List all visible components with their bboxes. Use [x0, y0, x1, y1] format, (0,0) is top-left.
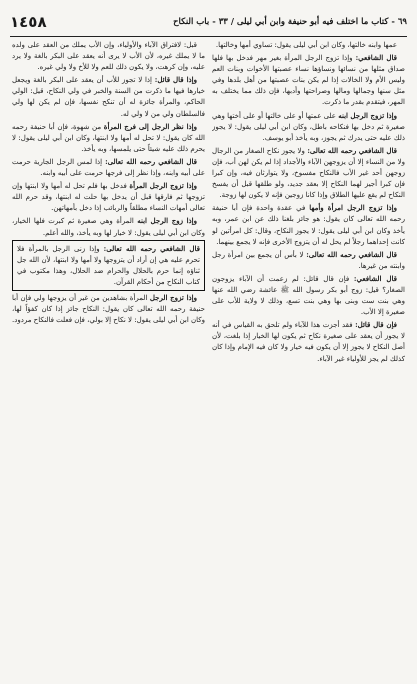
paragraph-lead: فإن قال قائل:: [355, 320, 397, 330]
paragraph-text: وإذا زنى الرجل بالمرأة فلا تحرم عليه هي إن أراد أن يتزوجها ولا أمها ولا ابنتها، لأن الله جل ثناؤه إنما حرم بالحلال والحرام ضد الحلال، وهذا مكتوب في كتاب النكاح من أحكام القرآن.: [17, 244, 200, 286]
paragraph: [212, 319, 405, 364]
paragraph-lead: قال الشافعي:: [355, 53, 397, 63]
boxed-paragraph: [12, 240, 205, 291]
left-column: [12, 40, 205, 676]
paragraph-lead: قال الشافعي رحمه الله تعالى:: [103, 243, 200, 253]
paragraph-text: فقد أجزت هذا للآباء ولم تلحق به القياس في أنه لا يجوز أن يعقد على صغيرة نكاح ثم يكون لها الخيار إذا بلغت، لأن أصل النكاح لا يجوز إلا أن يكون فيه خيار ولا كان فيه الإمام وإذا كان كذلك لم يجز للأولياء غير الآباء.: [212, 321, 405, 363]
paragraph-text: المرأة وهي صغيرة ثم كبرت فلها الخيار، وكان ابن أبي ليلى يقول: لا خيار لها وبه يأخذ، والله أعلم.: [12, 217, 205, 237]
paragraph: [212, 40, 405, 51]
paragraph-lead: وإذا نظر الرجل إلى فرج المرأة: [103, 121, 197, 131]
paragraph: [12, 215, 205, 238]
paragraph-text: لا بأس أن يجمع بين امرأة رجل وابنته من غيرها.: [212, 250, 405, 270]
paragraph-lead: قال الشافعي رحمه الله تعالى:: [306, 249, 397, 259]
paragraph: [12, 74, 205, 119]
paragraph: [12, 180, 205, 214]
paragraph-text: فإن قال قائل: لم زعمت أن الآباء يزوجون الصغار؟ قيل: زوج أبو بكر رسول الله ﷺ عائشة رضي الله عنها وهي بنت ست وبنى بها وهي بنت تسع، وذلك لا ولاية للأب على صغيرة إلا الأب.: [212, 274, 405, 317]
paragraph-lead: قال الشافعي:: [353, 273, 397, 283]
paragraph: [212, 249, 405, 272]
running-head: ٦٩ - كتاب ما اختلف فيه أبو حنيفة وابن أبي ليلى / ٣٣ - باب النكاح: [173, 17, 407, 27]
right-column: [212, 40, 405, 676]
paragraph-text: عمها وابنه خالتها، وكان ابن أبي ليلى يقول: تساوي أمها وخالتها.: [215, 41, 397, 49]
paragraph-text: ولا يجوز نكاح الصغار من الرجال ولا من النساء إلا أن يزوجهن الآباء والأجداد إذا لم يكن لهن أب، فإن زوجهن أحد غير الأب فالنكاح مفسوخ، ولا يتوارثان فيه، وإن كبرا فإن كبرا أجيز لهما النكاح إلا بعقد جديد، ولو طلقها قبل أن يفسخ النكاح لم يقع عليها الطلاق وإذا كانا زوجين فإنه لا يكون لها زوجة.: [212, 146, 405, 200]
paragraph-lead: وإذا تزوج الرجل امرأة وأمها: [309, 203, 397, 213]
paragraph-text: إذا لمس الرجل الجارية حرمت على أبيه وابنه، وإذا نظر إلى فرجها حرمت على أبيه وابنه.: [12, 157, 205, 178]
text-columns: [12, 40, 405, 676]
paragraph: [12, 156, 205, 179]
paragraph-lead: وإذا قال قائل:: [154, 75, 197, 85]
paragraph-text: قبل: لافتراق الآباء والأولياء، وإن الأب يملك من العقد على ولده ما لا يملك غيره، لأن الأب لا يرى أنه يعقد على البكر بالغة ولا يرد عليه، وإن كرهت، ولا يكون ذلك للعم ولا للأخ ولا ولي غيره.: [12, 41, 205, 72]
paragraph-lead: وإذا زوج الرجل ابنه: [137, 216, 197, 226]
paragraph-text: على عمتها أو على خالتها أو على أختها وهي صغيرة ثم دخل بها فنكاحه باطل، وكان ابن أبي ليلى يقول: لا يجوز ذلك عليه حتى يدرك ثم يجوز، وبه يأخذ أبو يوسف.: [212, 111, 405, 142]
paragraph-text: إذا لا تجوز للأب أن يعقد على البكر بالغة ويجعل خيارها فيها ما ذكرت من السنة والخبر في ولي النكاح، قيل: الولي الحاكم، والمرأة جائزة له أن تنكح نفسها، فإن لم يكن لها ولي فالسلطان ولي من لا ولي له.: [12, 76, 205, 118]
paragraph-text: فدخل بها فلم تحل له أمها ولا ابنتها وإن تزوجها ثم فارقها قبل أن يدخل بها حلت له ابنتها، وقد حرم الله تعالى أمهات النساء مطلقاً والربائب إذا دخل بأمهاتهن.: [12, 182, 205, 213]
paragraph-lead: وإذا تزوج الرجل المرأة: [129, 181, 198, 191]
paragraph: [212, 145, 405, 201]
paragraph-text: وإذا تزوج الرجل المرأة بغير مهر فدخل بها فلها صداق مثلها من نسائها ونساؤها نساء عصبتها الأخوات وبنات العم وليس الأم ولا الخالات إذا لم يكن بنات عصبتها من أهل بلدها وفي مثل سنها وجمالها ومالها وصراحتها وأدبها، فإن ذلك مما يختلف به المهر، فيتقدم بقدر ما ذكرت.: [212, 54, 405, 107]
paragraph-lead: قال الشافعي رحمه الله تعالى:: [307, 145, 397, 155]
paragraph-text: في عقدة واحدة فإن أبا حنيفة رحمه الله تعالى كان يقول: هو جائز بلغنا ذلك عن ابن عمر، وبه يأخذ وكان ابن أبي ليلى يقول: لا يجوز النكاح، وقال: كل امرأتين لو كانت إحداهما رجلاً لم يحل له أن يتزوج الأخرى فإنه لا يجمع بينهما.: [212, 204, 405, 246]
paragraph-lead: قال الشافعي رحمه الله تعالى:: [105, 156, 198, 166]
paragraph: [12, 40, 205, 73]
page-number: ١٤٥٨: [10, 13, 47, 31]
paragraph: [212, 110, 405, 144]
paragraph: [212, 202, 405, 247]
paragraph: [12, 121, 205, 155]
paragraph: [12, 292, 205, 326]
paragraph-lead: وإذا تزوج الرجل ابنه: [338, 110, 397, 120]
paragraph-text: من شهوة، فإن أبا حنيفة رحمه الله كان يقول: لا تحل له أمها ولا ابنتها، وكان ابن أبي ليلى يقول: لا يحرم ذلك عليه شيئاً حتى يلمسها، وبه يأخذ.: [12, 122, 205, 153]
paragraph: [212, 273, 405, 318]
paragraph: [212, 52, 405, 108]
paragraph-text: المرأة بشاهدين من غير أن يزوجها ولي فإن أبا حنيفة رحمه الله تعالى كان يقول: النكاح جائز إذا كان كفؤاً لها، وكان ابن أبي ليلى يقول: لا نكاح إلا بولي، فإن فعلت فالنكاح مردود.: [12, 293, 205, 325]
paragraph-lead: وإذا تزوج الرجل: [149, 292, 197, 302]
page-header: [10, 8, 407, 37]
